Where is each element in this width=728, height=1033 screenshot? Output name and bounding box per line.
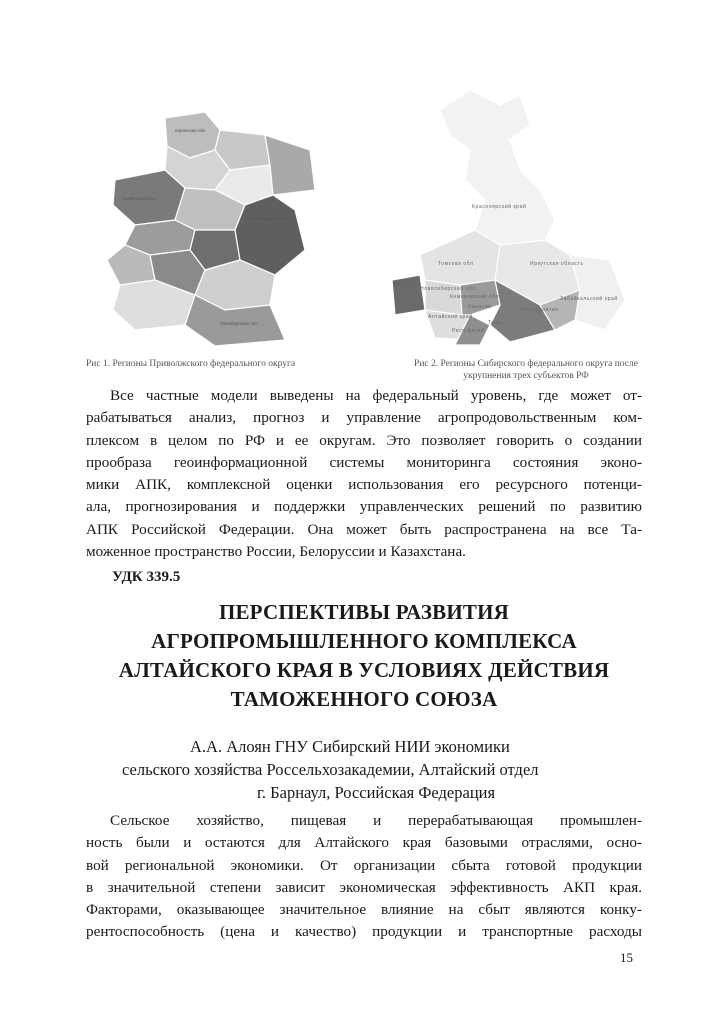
volga-district-map-svg: [95, 110, 335, 350]
siberia-district-map: [380, 80, 640, 350]
map-label-krasnoyarsk: Красноярский край: [472, 204, 527, 210]
intro-paragraph: [86, 385, 642, 563]
map-region: [392, 275, 425, 315]
svg-text:Оренбургская обл: Оренбургская обл: [220, 321, 258, 326]
map-label-altai-krai: Алтайский край: [428, 314, 473, 320]
figure2-caption: Рис 2. Регионы Сибирского федерального округа после укрупнения трех субъектов РФ: [414, 359, 638, 381]
map-label-irkutsk: Иркутская область: [530, 261, 584, 267]
svg-text:Нижегородская: Нижегородская: [123, 196, 156, 201]
text-line: Сельское хозяйство, пищевая и перерабатывающая промышлен-: [110, 812, 642, 829]
siberia-district-map-svg: [380, 80, 640, 350]
volga-district-map: [95, 110, 335, 350]
author-affiliation: [86, 735, 642, 804]
text-line: Факторами, оказывающее значительное влияние на сбыт являются конку-: [86, 901, 642, 919]
text-line: ность были и остаются для Алтайского края базовыми отраслями, осно-: [86, 834, 642, 852]
title-line: ПЕРСПЕКТИВЫ РАЗВИТИЯ: [218, 600, 510, 624]
map-region: [440, 90, 555, 245]
text-line: мики АПК, комплексной оценки использования его ресурсного потенци-: [86, 476, 642, 494]
text-line: Все частные модели выведены на федеральный уровень, где может от-: [110, 387, 642, 404]
text-line: прообраза геоинформационной системы мониторинга состояния эконо-: [86, 453, 642, 471]
text-line: ала, прогнозирования и поддержки управленческих решений по развитию: [86, 498, 642, 516]
udk-code: УДК 339.5: [112, 569, 181, 585]
map-label-buryatia: Респ Бурятия: [520, 307, 559, 313]
author-line: сельского хозяйства Россельхозакадемии, Алтайский отдел: [122, 760, 539, 779]
text-line: плексом в целом по РФ и ее округам. Это позволяет говорить о создании: [86, 431, 642, 449]
map-label-zabaikal: Забайкальский край: [560, 296, 618, 302]
title-line: АЛТАЙСКОГО КРАЯ В УСЛОВИЯХ ДЕЙСТВИЯ: [118, 658, 610, 682]
figure1-caption: Рис 1. Регионы Приволжского федерального округа: [86, 359, 296, 369]
map-label-omsk: Омская: [394, 282, 416, 288]
article-title: [86, 598, 642, 714]
map-label-kemerovo: Кемеровская обл: [450, 294, 500, 300]
page-number: 15: [620, 950, 633, 965]
text-line: в значительной степени зависит экономическая эффективность АКП края.: [86, 878, 642, 896]
text-line: рабатываться анализ, прогноз и управление агропродовольственным ком-: [86, 409, 642, 427]
author-line: А.А. Алоян ГНУ Сибирский НИИ экономики: [190, 737, 510, 756]
svg-text:Кировская обл: Кировская обл: [175, 128, 206, 133]
map-label-novosibirsk: Новосибирская обл: [420, 286, 476, 292]
map-label-tyva: Тыва: [488, 320, 503, 326]
title-line: АГРОПРОМЫШЛЕННОГО КОМПЛЕКСА: [151, 629, 577, 653]
map-label-tomsk: Томская обл: [438, 261, 474, 267]
svg-text:Респ Башкортостан: Респ Башкортостан: [245, 216, 286, 221]
body-paragraph: [86, 810, 642, 944]
map-region: [265, 135, 315, 195]
map-region: [420, 230, 500, 285]
title-line: ТАМОЖЕННОГО СОЮЗА: [230, 687, 498, 711]
text-line: АПК Российской Федерации. Она может быть распространена на все Та-: [86, 520, 642, 538]
text-line: вой региональной экономики. От организации сбыта готовой продукции: [86, 856, 642, 874]
map-label-altai-rep: Респ Алтай: [452, 328, 485, 334]
map-label-khakasia: Хакасия: [468, 304, 492, 310]
text-line: моженное пространство России, Белоруссии и Казахстана.: [86, 543, 466, 561]
author-line: г. Барнаул, Российская Федерация: [257, 783, 496, 802]
text-line: рентоспособность (цена и качество) продукции и транспортные расходы: [86, 923, 642, 941]
